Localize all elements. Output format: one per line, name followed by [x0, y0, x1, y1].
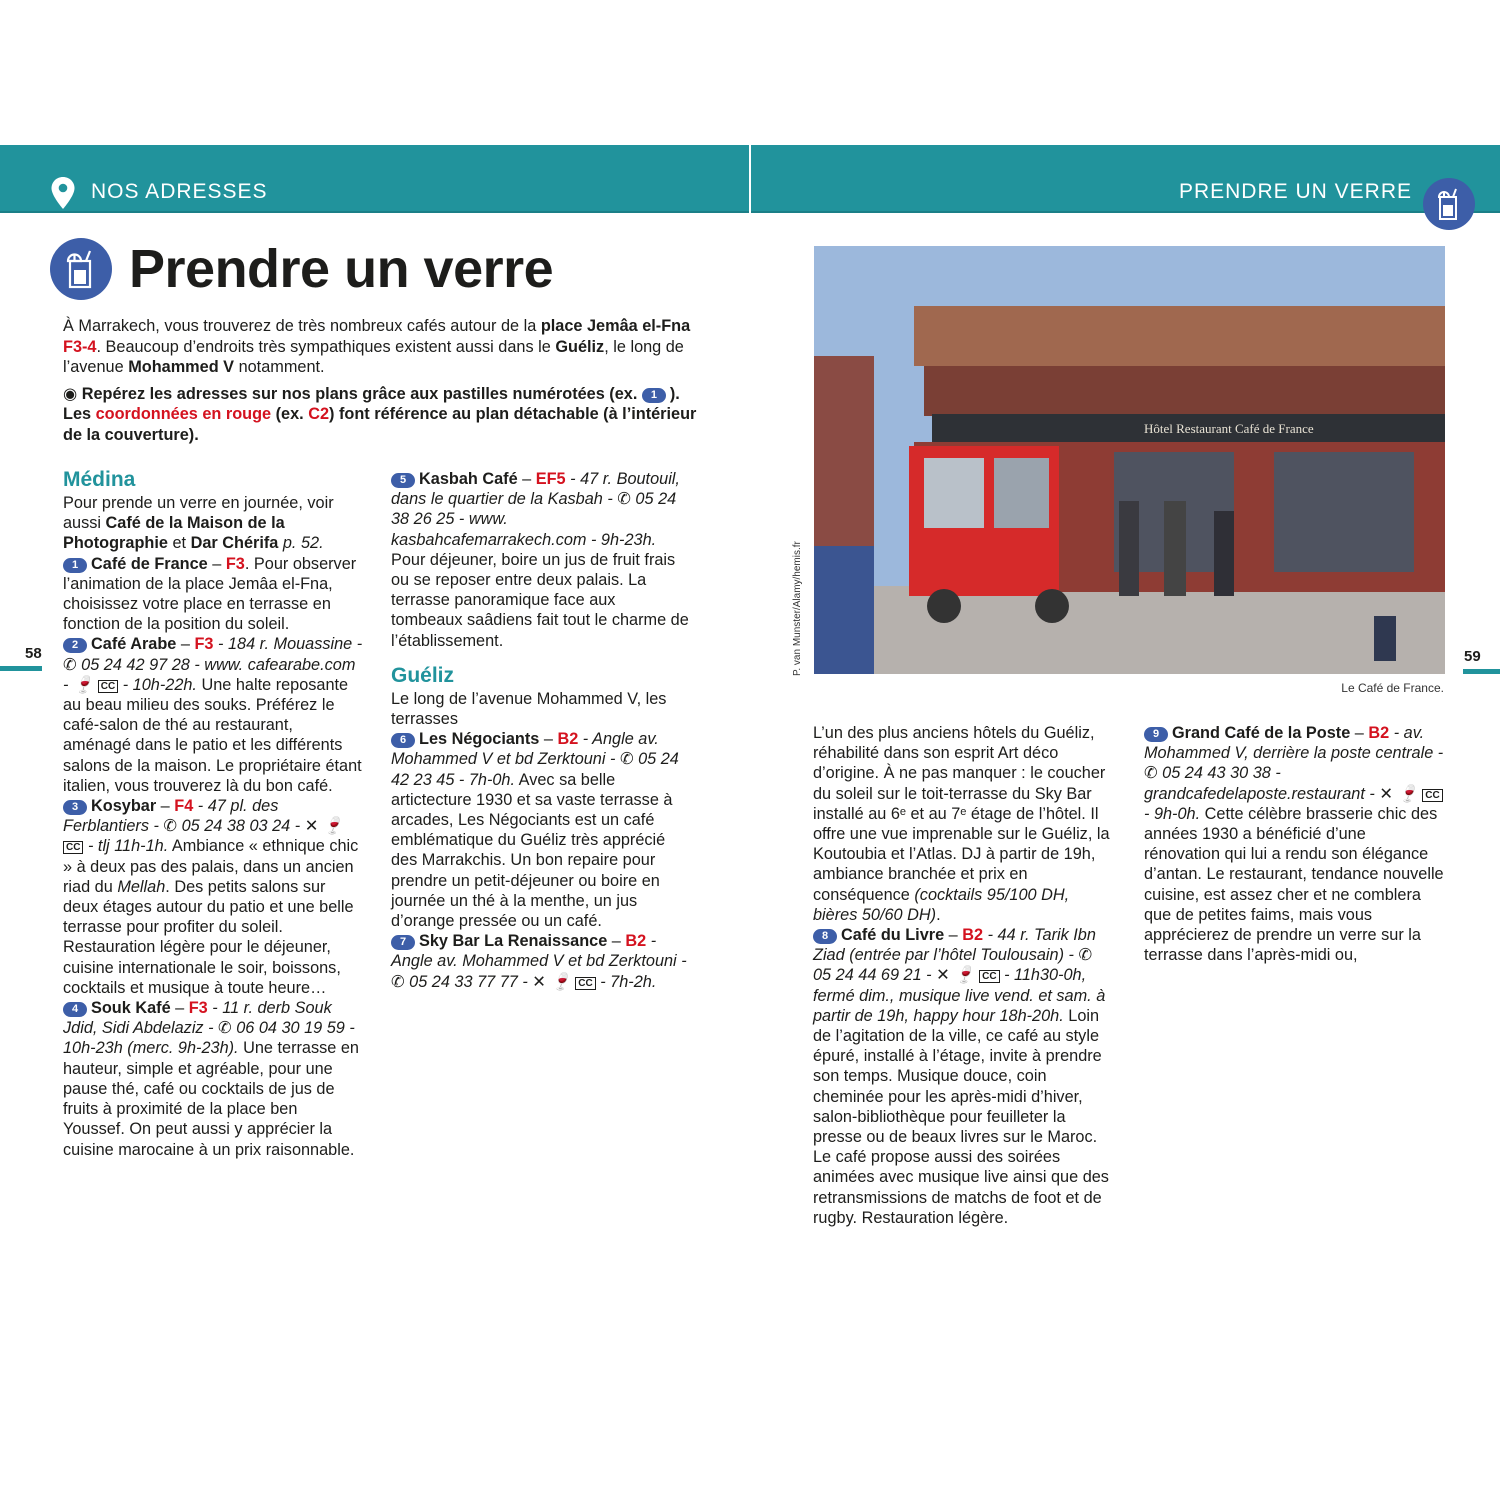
listing-entry: 1 Café de France – F3. Pour observer l’animation de la place Jemâa el-Fna, choisissez votre place en terrasse en fonction de la position du soleil.: [63, 554, 357, 634]
credit-card-icon: CC: [1422, 789, 1442, 802]
text-column-3: [813, 723, 1113, 1228]
page-marker-left: [0, 666, 42, 671]
listing-entry: 9 Grand Café de la Poste – B2 - av. Mohammed V, derrière la poste centrale - ✆ 05 24 43 30 38 - grandcafedelaposte.restaurant - ✕ 🍷 CC - 9h-0h. Cette célèbre brasserie chic des années 1930 a bénéficié d’une rénovation qui lui a rendu son élégance d’antan. Le restaurant, tendance nouvelle cuisine, est assez cher et ne comblera que de petites faims, mais vous apprécierez de prendre un verre sur la terrasse dans l’après-midi ou,: [1144, 724, 1444, 965]
number-badge: 2: [63, 638, 87, 653]
page-number-left: 58: [25, 645, 42, 662]
page-number-right: 59: [1464, 648, 1481, 665]
listing-entry: 8 Café du Livre – B2 - 44 r. Tarik Ibn Ziad (entrée par l’hôtel Toulousain) - ✆ 05 24 44 69 21 - ✕ 🍷 CC - 11h30-0h, fermé dim., musique live vend. et sam. à partir de 19h, happy hour 18h-20h. Loin de l’agitation de la ville, ce café au style épuré, installé à l’étage, invite à prendre son temps. Musique douce, coin cheminée pour les après-midi d’hiver, salon-bibliothèque pour feuilleter la presse ou de beaux livres sur le Maroc. Le café propose aussi des soirées animées avec musique live ainsi que des retransmissions de matchs de foot et de rugby. Restauration légère.: [813, 926, 1109, 1227]
map-pin-icon: [50, 176, 76, 210]
intro-paragraph: À Marrakech, vous trouverez de très nombreux cafés autour de la place Jemâa el-Fna F3-4. Beaucoup d’endroits très sympathiques existent aussi dans le Guéliz, le long de l’avenue Mohammed V notamment.: [63, 317, 691, 376]
listing-entry: 2 Café Arabe – F3 - 184 r. Mouassine - ✆ 05 24 42 97 28 - www. cafearabe.com - 🍷 CC - 10h-22h. Une halte reposante au beau milieu des souks. Préférez le café-salon de thé au restaurant, aménagé dans le patio et les différents salons de la maison. Le propriétaire étant italien, vous trouverez là du bon café.: [63, 635, 363, 795]
text-column-1: [63, 467, 363, 1160]
text-column-2: [391, 469, 691, 992]
map-reference-icon: ◉: [63, 384, 82, 403]
listing-entry: 7 Sky Bar La Renaissance – B2 - Angle av. Mohammed V et bd Zerktouni - ✆ 05 24 33 77 77 - ✕ 🍷 CC - 7h-2h.: [391, 932, 687, 991]
number-badge: 5: [391, 473, 415, 488]
photo-credit: P. van Munster/Alamy/hemis.fr: [792, 541, 803, 676]
medina-lead: Pour prende un verre en journée, voir aussi Café de la Maison de la Photographie et Dar Chérifa p. 52.: [63, 494, 334, 553]
header-chapter-label: PRENDRE UN VERRE: [1178, 180, 1412, 203]
credit-card-icon: CC: [979, 970, 999, 983]
example-number-badge: 1: [642, 388, 666, 403]
intro-block: [63, 316, 703, 451]
listing-entry: 5 Kasbah Café – EF5 - 47 r. Boutouil, dans le quartier de la Kasbah - ✆ 05 24 38 26 25 - www. kasbahcafemarrakech.com - 9h-23h. Pour déjeuner, boire un jus de fruit frais ou se reposer entre deux palais. La terrasse panoramique face aux tombeaux saâdiens fait tout le charme de l’établissement.: [391, 470, 689, 650]
number-badge: 4: [63, 1002, 87, 1017]
credit-card-icon: CC: [575, 977, 595, 990]
header-section-label: NOS ADRESSES: [91, 180, 268, 203]
number-badge: 8: [813, 929, 837, 944]
credit-card-icon: CC: [63, 841, 83, 854]
svg-text:Hôtel Restaurant Café de Franc: Hôtel Restaurant Café de France: [1144, 421, 1314, 436]
photo-cafe-de-france: [814, 246, 1445, 674]
photo-caption: Le Café de France.: [1341, 681, 1444, 695]
listing-entry-continued: L’un des plus anciens hôtels du Guéliz, réhabilité dans son esprit Art déco d’origine. À ne pas manquer : le coucher du soleil sur le toit-terrasse du Sky Bar installé au 6ᵉ et au 7ᵉ étage de l’hôtel. Il offre une vue imprenable sur le Guéliz, la Koutoubia et l’Atlas. DJ à partir de 19h, ambiance branchée et prix en conséquence (cocktails 95/100 DH, bières 50/60 DH).: [813, 724, 1110, 924]
number-badge: 1: [63, 558, 87, 573]
map-hint-paragraph: ◉ Repérez les adresses sur nos plans grâce aux pastilles numérotées (ex. 1 ). Les coordonnées en rouge (ex. C2) font référence au plan détachable (à l’intérieur de la couverture).: [63, 384, 697, 444]
page-title: Prendre un verre: [129, 239, 554, 299]
drink-glass-icon: [1423, 178, 1475, 230]
text-column-4: [1144, 723, 1444, 965]
listing-entry: 4 Souk Kafé – F3 - 11 r. derb Souk Jdid, Sidi Abdelaziz - ✆ 06 04 30 19 59 - 10h-23h (merc. 9h-23h). Une terrasse en hauteur, simple et agréable, pour une pause thé, café ou cocktails de jus de fruits à proximité de la place ben Youssef. On peut aussi y apprécier la cuisine marocaine à un prix raisonnable.: [63, 999, 359, 1159]
listing-entry: 6 Les Négociants – B2 - Angle av. Mohammed V et bd Zerktouni - ✆ 05 24 42 23 45 - 7h-0h. Avec sa belle artictecture 1930 et sa vaste terrasse à arcades, Les Négociants est un café emblématique du Guéliz très apprécié des Marrakchis. Un bon repaire pour prendre un petit-déjeuner ou boire en journée un thé à la menthe, un jus d’orange pressée ou un café.: [391, 730, 679, 931]
page-marker-right: [1463, 669, 1500, 674]
listing-entry: 3 Kosybar – F4 - 47 pl. des Ferblantiers - ✆ 05 24 38 03 24 - ✕ 🍷 CC - tlj 11h-1h. Ambiance « ethnique chic » à deux pas des palais, dans un ancien riad du Mellah. Des petits salons sur deux étages autour du patio et une belle terrasse pour profiter du soleil. Restauration légère pour le déjeuner, cuisine internationale le soir, boissons, cocktails et musique à toute heure…: [63, 797, 359, 997]
section-heading-gueliz: Guéliz: [391, 663, 455, 687]
number-badge: 9: [1144, 727, 1168, 742]
number-badge: 7: [391, 935, 415, 950]
number-badge: 3: [63, 800, 87, 815]
section-heading-medina: Médina: [63, 468, 136, 491]
drink-glass-icon: [50, 238, 112, 300]
number-badge: 6: [391, 733, 415, 748]
gueliz-lead: Le long de l’avenue Mohammed V, les terrasses: [391, 689, 667, 729]
credit-card-icon: CC: [98, 680, 118, 693]
